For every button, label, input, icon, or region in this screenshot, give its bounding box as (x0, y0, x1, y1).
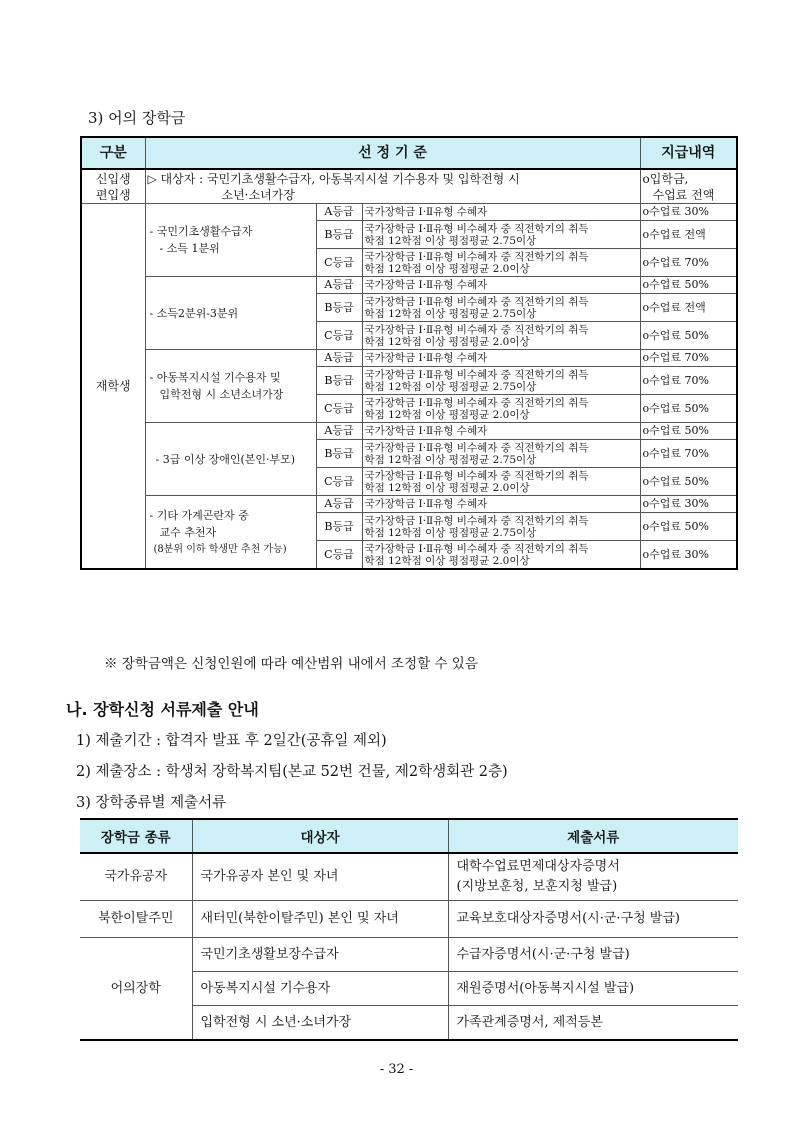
grade-payment: o수업료 70% (640, 367, 737, 395)
item-documents: 3) 장학종류별 제출서류 (76, 795, 227, 811)
criteria-line: 국가장학금 Ⅰ·Ⅱ유형 수혜자 (364, 279, 488, 291)
doc-required: 교육보호대상자증명서(시·군·구청 발급) (448, 901, 738, 938)
doc-required (448, 853, 738, 901)
criteria-line: 국가장학금 Ⅰ·Ⅱ유형 비수혜자 중 직전학기의 취득 (364, 514, 589, 527)
grade-payment: o수업료 50% (640, 322, 737, 350)
grade-label: A등급 (316, 350, 362, 367)
grade-criteria (362, 440, 640, 468)
criteria-line: ▷ 대상자 : 국민기초생활수급자, 아동복지시설 기수용자 및 입학전형 시 (147, 171, 520, 186)
criteria-line: 국가장학금 Ⅰ·Ⅱ유형 비수혜자 중 직전학기의 취득 (364, 368, 589, 381)
grade-criteria (362, 468, 640, 496)
grade-criteria (362, 204, 640, 221)
criteria-line: 학점 12학점 이상 평점평균 2.75이상 (364, 307, 537, 320)
table-row (81, 204, 737, 221)
new-student-row (81, 169, 737, 204)
payment-line: o입학금, (642, 171, 689, 186)
group-line: - 기타 가계곤란자 중 (149, 508, 249, 522)
section-3-title: 3) 어의 장학금 (88, 109, 186, 127)
enrolled-category: 재학생 (81, 204, 145, 570)
doc-line: 대학수업료면제대상자증명서 (456, 859, 620, 874)
criteria-line: 국가장학금 Ⅰ·Ⅱ유형 비수혜자 중 직전학기의 취득 (364, 222, 589, 235)
table-row (80, 901, 738, 938)
grade-criteria (362, 249, 640, 277)
grade-label: B등급 (316, 367, 362, 395)
doc-required: 가족관계증명서, 제적등본 (448, 1006, 738, 1041)
grade-criteria (362, 367, 640, 395)
group-line: - 국민기초생활수급자 (149, 225, 253, 238)
group-line: - 소득 1분위 (159, 242, 220, 255)
group-line: 입학전형 시 소년소녀가장 (159, 388, 284, 401)
doc-target: 아동복지시설 기수용자 (192, 972, 448, 1006)
grade-criteria (362, 423, 640, 440)
grade-label: B등급 (316, 513, 362, 541)
grade-payment: o수업료 50% (640, 513, 737, 541)
doc-target: 국민기초생활보장수급자 (192, 938, 448, 972)
group-line: 교수 추천자 (159, 525, 217, 539)
grade-criteria (362, 350, 640, 367)
category-line: 신입생 (95, 171, 131, 186)
criteria-line: 국가장학금 Ⅰ·Ⅱ유형 수혜자 (364, 498, 488, 510)
group-criteria (145, 423, 316, 496)
table-row (81, 423, 737, 440)
category-line: 편입생 (95, 187, 131, 202)
criteria-line: 학점 12학점 이상 평점평균 2.75이상 (364, 234, 537, 247)
criteria-line: 학점 12학점 이상 평점평균 2.0이상 (364, 262, 530, 275)
grade-criteria (362, 513, 640, 541)
item-submission-place: 2) 제출장소 : 학생처 장학복지팀(본교 52번 건물, 제2학생회관 2층) (76, 764, 508, 780)
criteria-line: 국가장학금 Ⅰ·Ⅱ유형 비수혜자 중 직전학기의 취득 (364, 250, 589, 263)
grade-payment: o수업료 전액 (640, 221, 737, 249)
criteria-line: 학점 12학점 이상 평점평균 2.75이상 (364, 453, 537, 466)
grade-criteria (362, 221, 640, 249)
criteria-line: 학점 12학점 이상 평점평균 2.0이상 (364, 408, 530, 421)
table1-header-row (81, 137, 737, 169)
grade-criteria (362, 294, 640, 322)
doc-type: 어의장학 (80, 938, 192, 1041)
group-line: - 아동복지시설 기수용자 및 (149, 371, 281, 384)
grade-payment: o수업료 50% (640, 468, 737, 496)
doc-type: 북한이탈주민 (80, 901, 192, 938)
grade-criteria (362, 541, 640, 570)
header-criteria: 선 정 기 준 (145, 137, 640, 169)
criteria-line: 학점 12학점 이상 평점평균 2.75이상 (364, 526, 537, 539)
group-criteria (145, 350, 316, 423)
doc-line: (지방보훈청, 보훈지청 발급) (456, 879, 618, 894)
grade-label: A등급 (316, 496, 362, 513)
new-student-payment (640, 169, 737, 204)
criteria-line: 국가장학금 Ⅰ·Ⅱ유형 수혜자 (364, 352, 488, 364)
doc-required: 재원증명서(아동복지시설 발급) (448, 972, 738, 1006)
grade-payment: o수업료 30% (640, 496, 737, 513)
doc-required: 수급자증명서(시·군·구청 발급) (448, 938, 738, 972)
criteria-line: 학점 12학점 이상 평점평균 2.0이상 (364, 554, 530, 567)
criteria-line: 국가장학금 Ⅰ·Ⅱ유형 수혜자 (364, 206, 488, 218)
grade-label: C등급 (316, 541, 362, 570)
table-row (81, 277, 737, 294)
grade-payment: o수업료 50% (640, 277, 737, 294)
group-criteria (145, 496, 316, 570)
item-submission-period: 1) 제출기간 : 합격자 발표 후 2일간(공휴일 제외) (76, 733, 387, 749)
criteria-line: 학점 12학점 이상 평점평균 2.0이상 (364, 335, 530, 348)
grade-label: C등급 (316, 468, 362, 496)
criteria-line: 학점 12학점 이상 평점평균 2.75이상 (364, 380, 537, 393)
grade-label: A등급 (316, 204, 362, 221)
grade-payment: o수업료 30% (640, 541, 737, 570)
header-category: 구분 (81, 137, 145, 169)
grade-label: C등급 (316, 249, 362, 277)
grade-criteria (362, 496, 640, 513)
header-payment: 지급내역 (640, 137, 737, 169)
header-target: 대상자 (192, 819, 448, 853)
grade-payment: o수업료 70% (640, 440, 737, 468)
grade-label: B등급 (316, 440, 362, 468)
new-student-criteria (145, 169, 640, 204)
grade-label: B등급 (316, 221, 362, 249)
criteria-line: 국가장학금 Ⅰ·Ⅱ유형 비수혜자 중 직전학기의 취득 (364, 323, 589, 336)
grade-label: C등급 (316, 395, 362, 423)
grade-payment: o수업료 전액 (640, 294, 737, 322)
payment-line: 수업료 전액 (652, 187, 715, 202)
doc-type: 국가유공자 (80, 853, 192, 901)
grade-criteria (362, 277, 640, 294)
header-docs: 제출서류 (448, 819, 738, 853)
grade-label: A등급 (316, 277, 362, 294)
criteria-line: 국가장학금 Ⅰ·Ⅱ유형 비수혜자 중 직전학기의 취득 (364, 469, 589, 482)
grade-label: A등급 (316, 423, 362, 440)
grade-payment: o수업료 50% (640, 423, 737, 440)
criteria-line: 국가장학금 Ⅰ·Ⅱ유형 비수혜자 중 직전학기의 취득 (364, 295, 589, 308)
table2-header-row (80, 819, 738, 853)
criteria-line: 소년·소녀가장 (221, 187, 295, 202)
grade-payment: o수업료 50% (640, 395, 737, 423)
header-type: 장학금 종류 (80, 819, 192, 853)
group-line: - 3급 이상 장애인(본인·부모) (155, 452, 296, 466)
table-row (81, 496, 737, 513)
group-criteria (145, 204, 316, 277)
grade-payment: o수업료 70% (640, 249, 737, 277)
grade-label: B등급 (316, 294, 362, 322)
criteria-line: 학점 12학점 이상 평점평균 2.0이상 (364, 481, 530, 494)
grade-criteria (362, 322, 640, 350)
group-line: (8분위 이하 학생만 추천 가능) (153, 543, 287, 555)
table-row (81, 350, 737, 367)
new-student-category (81, 169, 145, 204)
table-row (80, 853, 738, 901)
grade-label: C등급 (316, 322, 362, 350)
criteria-line: 국가장학금 Ⅰ·Ⅱ유형 비수혜자 중 직전학기의 취득 (364, 542, 589, 555)
doc-target: 입학전형 시 소년·소녀가장 (192, 1006, 448, 1041)
budget-note: ※ 장학금액은 신청인원에 따라 예산범위 내에서 조정할 수 있음 (104, 656, 478, 672)
scholarship-criteria-table (80, 136, 738, 570)
section-na-title: 나. 장학신청 서류제출 안내 (66, 700, 259, 719)
group-line: - 소득2분위-3분위 (149, 306, 239, 320)
page-number: - 32 - (379, 1062, 414, 1077)
grade-payment: o수업료 30% (640, 204, 737, 221)
grade-criteria (362, 395, 640, 423)
documents-table (80, 818, 738, 1041)
table-row (80, 938, 738, 972)
criteria-line: 국가장학금 Ⅰ·Ⅱ유형 비수혜자 중 직전학기의 취득 (364, 396, 589, 409)
doc-target: 새터민(북한이탈주민) 본인 및 자녀 (192, 901, 448, 938)
doc-target: 국가유공자 본인 및 자녀 (192, 853, 448, 901)
grade-payment: o수업료 70% (640, 350, 737, 367)
group-criteria (145, 277, 316, 350)
criteria-line: 국가장학금 Ⅰ·Ⅱ유형 비수혜자 중 직전학기의 취득 (364, 441, 589, 454)
criteria-line: 국가장학금 Ⅰ·Ⅱ유형 수혜자 (364, 425, 488, 437)
